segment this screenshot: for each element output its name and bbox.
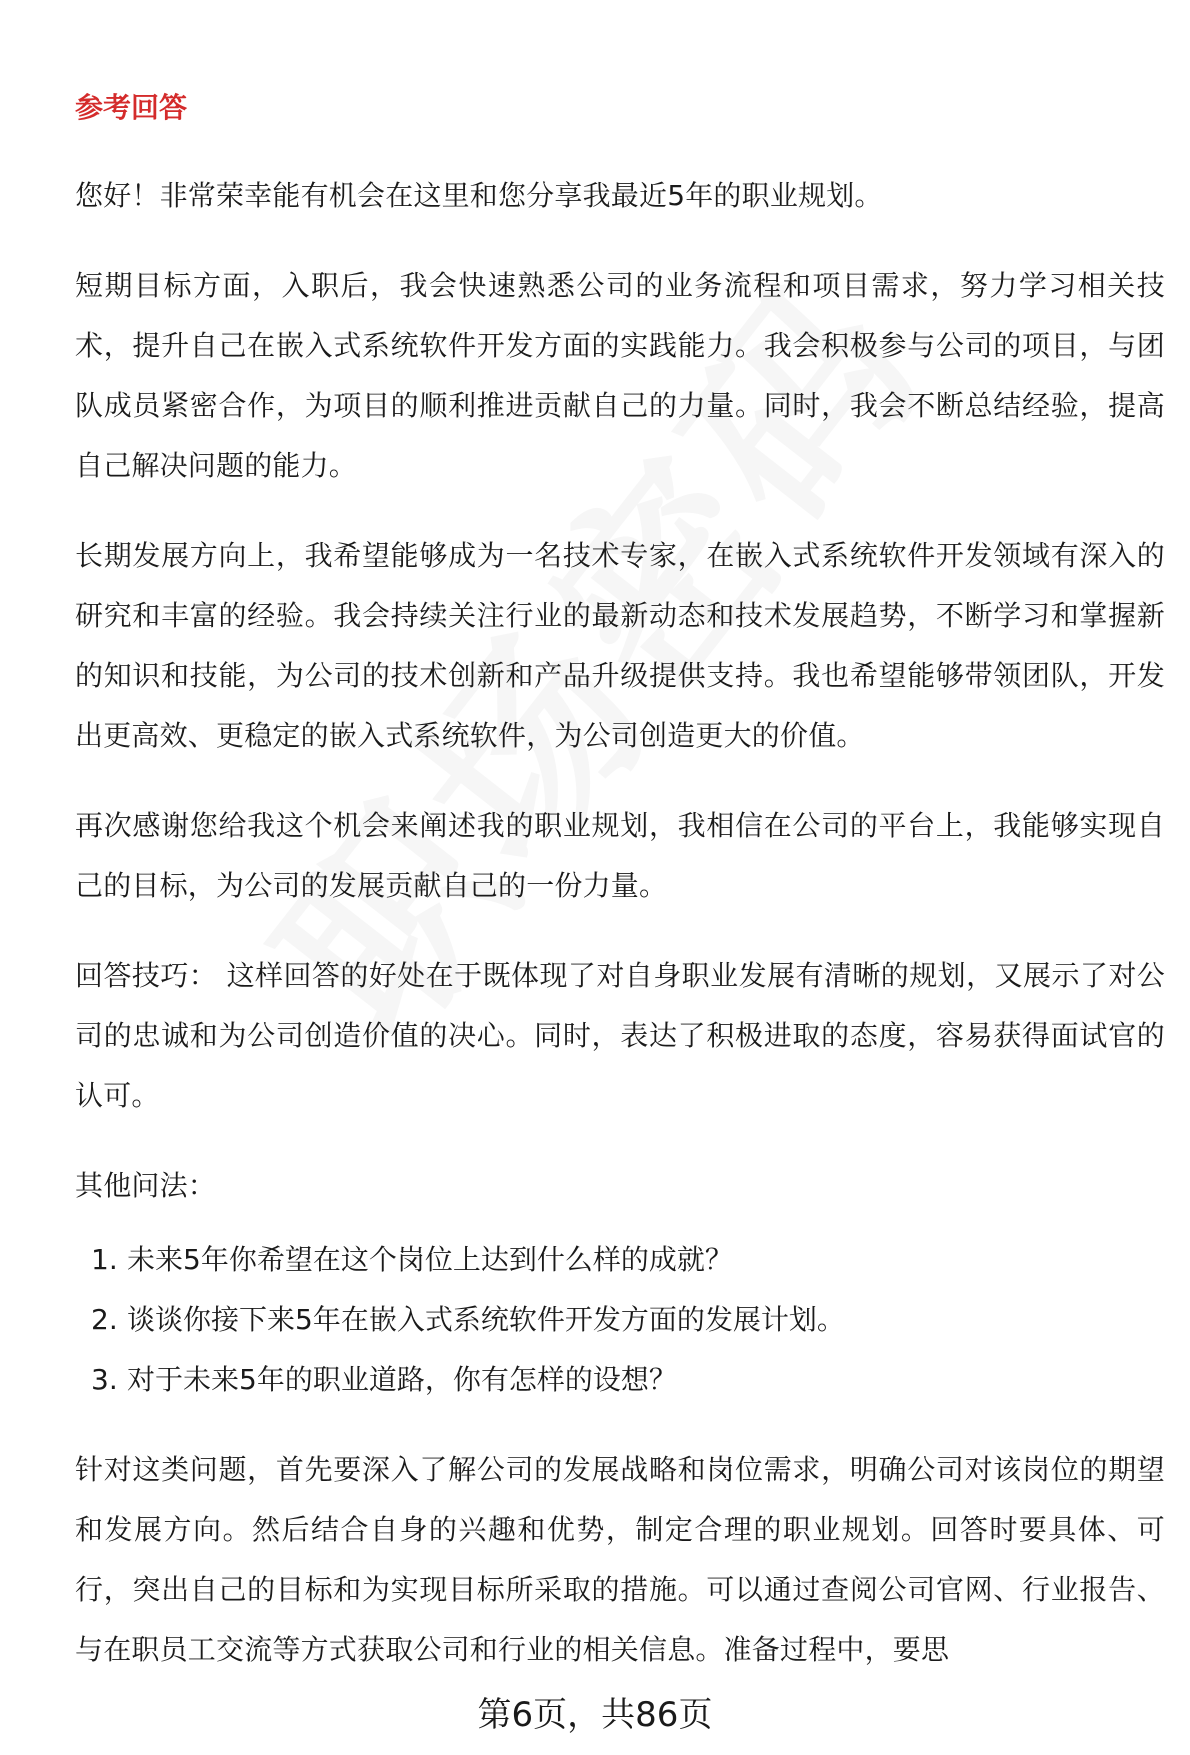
long-term-paragraph: 长期发展方向上，我希望能够成为一名技术专家，在嵌入式系统软件开发领域有深入的研究和丰富的经验。我会持续关注行业的最新动态和技术发展趋势，不断学习和掌握新的知识和技能，为公司的技术创新和产品升级提供支持。我也希望能够带领团队，开发出更高效、更稳定的嵌入式系统软件，为公司创造更大的价值。 (75, 539, 1165, 752)
short-term-paragraph: 短期目标方面，入职后，我会快速熟悉公司的业务流程和项目需求，努力学习相关技术，提升自己在嵌入式系统软件开发方面的实践能力。我会积极参与公司的项目，与团队成员紧密合作，为项目的顺利推进贡献自己的力量。同时，我会不断总结经验，提高自己解决问题的能力。 (75, 269, 1165, 482)
page-number-footer: 第6页，共86页 (0, 1690, 1190, 1740)
tips-paragraph: 回答技巧： 这样回答的好处在于既体现了对自身职业发展有清晰的规划，又展示了对公司的忠诚和为公司创造价值的决心。同时，表达了积极进取的态度，容易获得面试官的认可。 (75, 959, 1165, 1112)
thanks-paragraph: 再次感谢您给我这个机会来阐述我的职业规划，我相信在公司的平台上，我能够实现自己的目标，为公司的发展贡献自己的一份力量。 (75, 809, 1165, 902)
list-item (75, 1290, 1165, 1350)
list-item-number: 2. (91, 1303, 118, 1336)
greeting-paragraph: 您好！非常荣幸能有机会在这里和您分享我最近5年的职业规划。 (75, 179, 883, 212)
list-item-text: 谈谈你接下来5年在嵌入式系统软件开发方面的发展计划。 (127, 1303, 845, 1336)
list-item-text: 对于未来5年的职业道路，你有怎样的设想？ (127, 1363, 677, 1396)
alternative-questions-list (75, 1230, 1165, 1410)
other-ways-label: 其他问法： (75, 1169, 217, 1202)
advice-paragraph: 针对这类问题，首先要深入了解公司的发展战略和岗位需求，明确公司对该岗位的期望和发展方向。然后结合自身的兴趣和优势，制定合理的职业规划。回答时要具体、可行，突出自己的目标和为实现目标所采取的措施。可以通过查阅公司官网、行业报告、与在职员工交流等方式获取公司和行业的相关信息。准备过程中，要思 (75, 1453, 1165, 1666)
list-item (75, 1350, 1165, 1410)
list-item-number: 3. (91, 1363, 118, 1396)
list-item-number: 1. (91, 1243, 118, 1276)
list-item-text: 未来5年你希望在这个岗位上达到什么样的成就？ (127, 1243, 733, 1276)
document-content (75, 88, 1165, 1710)
section-heading: 参考回答 (75, 91, 188, 124)
list-item (75, 1230, 1165, 1290)
